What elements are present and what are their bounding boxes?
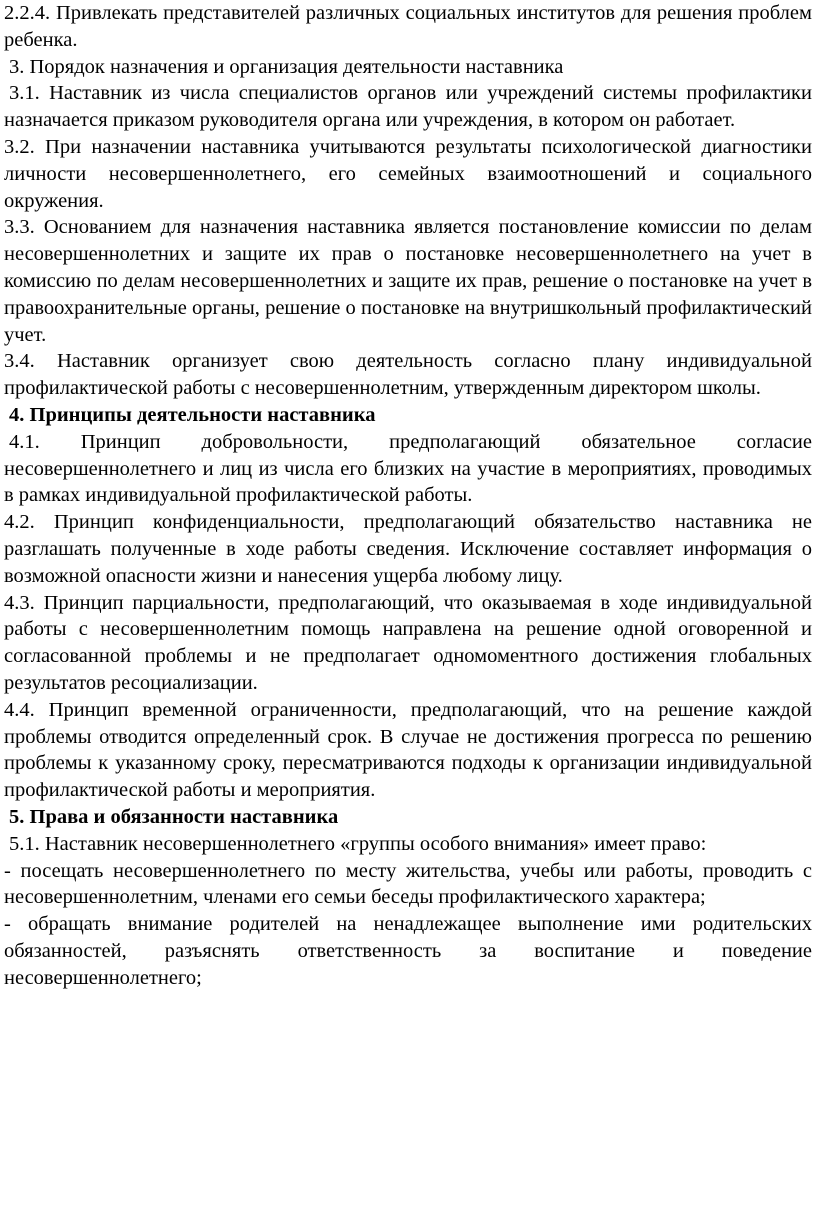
list-item-visit: - посещать несовершеннолетнего по месту жительства, учебы или работы, проводить с несовершеннолетним, членами его семьи беседы профилактического характера;	[4, 859, 812, 909]
paragraph-3-1: 3.1. Наставник из числа специалистов органов или учреждений системы профилактики назначается приказом руководителя органа или учреждения, в котором он работает.	[4, 82, 812, 132]
section-3-title: 3. Порядок назначения и организация деятельности наставника	[9, 55, 564, 78]
paragraph-4-2: 4.2. Принцип конфиденциальности, предполагающий обязательство наставника не разглашать полученные в ходе работы сведения. Исключение составляет информация о возможной опасности жизни и нанесения ущерба любому лицу.	[4, 511, 812, 587]
paragraph-3-2: 3.2. При назначении наставника учитываются результаты психологической диагностики личности несовершеннолетнего, его семейных взаимоотношений и социального окружения.	[4, 135, 812, 212]
paragraph-4-4: 4.4. Принцип временной ограниченности, предполагающий, что на решение каждой проблемы отводится определенный срок. В случае не достижения прогресса по решению проблемы к указанному сроку, пересматриваются подходы к организации индивидуальной профилактической работы и мероприятия.	[4, 698, 812, 802]
paragraph-2-2-4: 2.2.4. Привлекать представителей различных социальных институтов для решения проблем ребенка.	[4, 2, 812, 51]
section-4-heading: 4. Принципы деятельности наставника	[9, 403, 376, 426]
section-5-heading: 5. Права и обязанности наставника	[9, 805, 339, 828]
paragraph-3-3: 3.3. Основанием для назначения наставника является постановление комиссии по делам несовершеннолетних и защите их прав о постановке несовершеннолетнего на учет в комиссию по делам несовершеннолетних и защите их прав, решение о постановке на учет в правоохранительные органы, решение о постановке на внутришкольный профилактический учет.	[4, 216, 812, 346]
list-item-parents: - обращать внимание родителей на ненадлежащее выполнение ими родительских обязанностей, разъяснять ответственность за воспитание и поведение несовершеннолетнего;	[4, 913, 812, 989]
paragraph-4-3: 4.3. Принцип парциальности, предполагающий, что оказываемая в ходе индивидуальной работы с несовершеннолетним помощь направлена на решение одной оговоренной и согласованной проблемы и не предполагает одномоментного достижения глобальных результатов ресоциализации.	[4, 591, 812, 694]
document-page	[4, 0, 812, 991]
paragraph-5-1: 5.1. Наставник несовершеннолетнего «группы особого внимания» имеет право:	[9, 832, 707, 855]
paragraph-3-4: 3.4. Наставник организует свою деятельность согласно плану индивидуальной профилактической работы с несовершеннолетним, утвержденным директором школы.	[4, 350, 812, 400]
paragraph-4-1: 4.1. Принцип добровольности, предполагающий обязательное согласие несовершеннолетнего и лиц из числа его близких на участие в мероприятиях, проводимых в рамках индивидуальной профилактической работы.	[4, 430, 812, 507]
